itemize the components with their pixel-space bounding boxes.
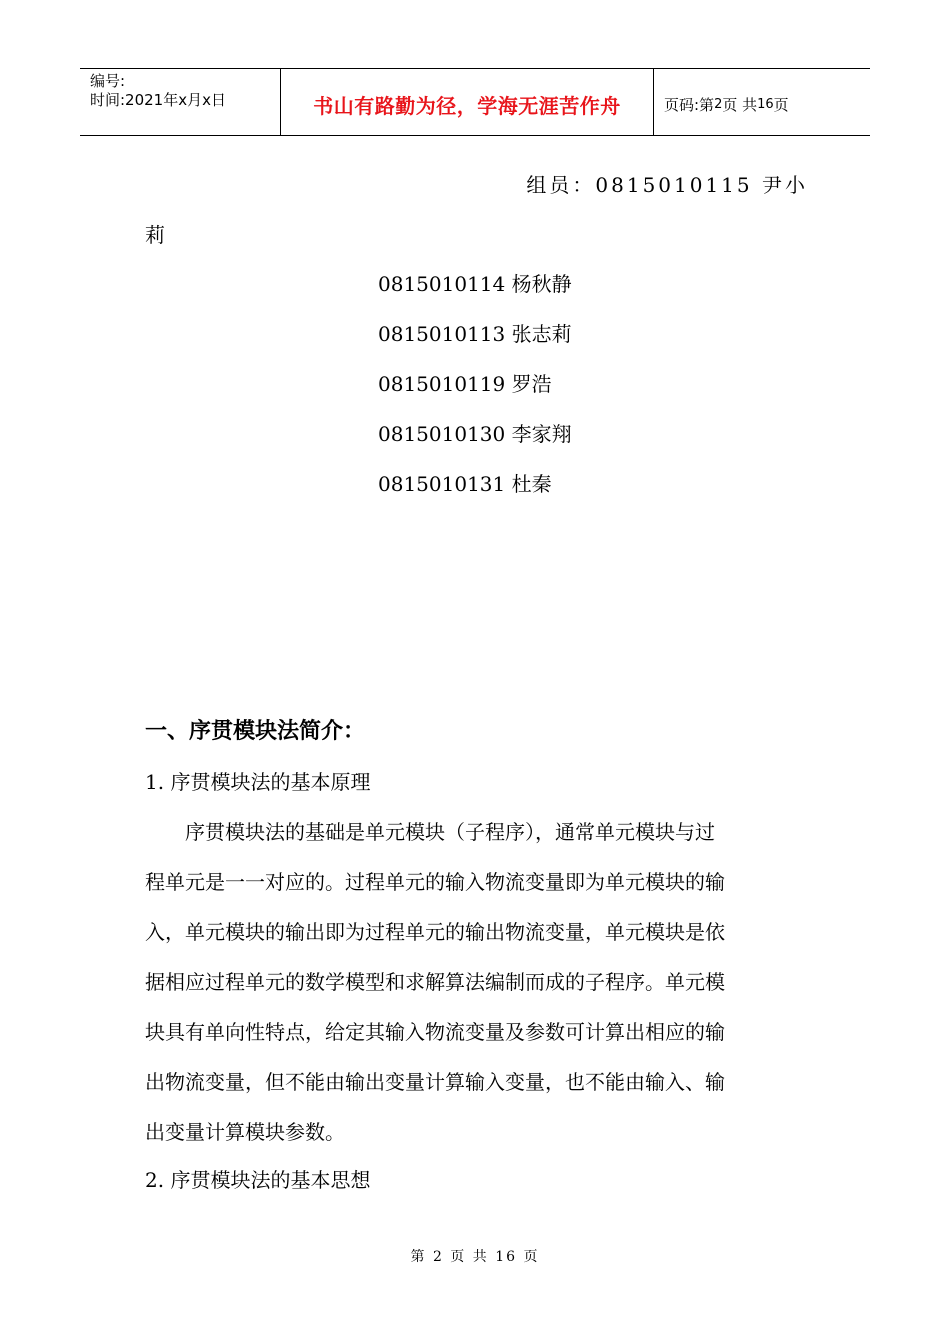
page-current: 2: [714, 96, 723, 112]
sub-heading-principle: 1. 序贯模块法的基本原理: [145, 770, 371, 794]
paragraph-line: 出变量计算模块参数。: [145, 1120, 345, 1144]
page-header: [80, 68, 870, 136]
paragraph-line: 块具有单向性特点，给定其输入物流变量及参数可计算出相应的输: [145, 1020, 725, 1044]
members-lead-wrap: 莉: [145, 223, 165, 247]
document-code-label: 编号:: [90, 72, 126, 90]
paragraph-line: 程单元是一一对应的。过程单元的输入物流变量即为单元模块的输: [145, 870, 725, 894]
sub-heading-idea: 2. 序贯模块法的基本思想: [145, 1168, 371, 1192]
member-item: 0815010113 张志莉: [378, 322, 572, 346]
member-item: 0815010130 李家翔: [378, 422, 572, 446]
paragraph-line: 序贯模块法的基础是单元模块（子程序），通常单元模块与过: [145, 820, 715, 844]
member-item: 0815010114 杨秋静: [378, 272, 572, 296]
header-meta-cell: [80, 69, 281, 135]
page-total: 16: [757, 96, 774, 112]
page-label-suffix: 页: [773, 95, 789, 114]
paragraph-line: 出物流变量，但不能由输出变量计算输入变量，也不能由输入、输: [145, 1070, 725, 1094]
header-motto: 书山有路勤为径，学海无涯苦作舟: [313, 93, 621, 118]
header-page-cell: [654, 71, 870, 137]
page-label-prefix: 页码:第: [664, 95, 715, 114]
member-item: 0815010131 杜秦: [378, 472, 552, 496]
document-date-label: 时间:2021年x月x日: [90, 91, 226, 109]
section-heading: 一、序贯模块法简介：: [145, 719, 366, 744]
paragraph-line: 据相应过程单元的数学模型和求解算法编制而成的子程序。单元模: [145, 970, 725, 994]
page-label-mid: 页 共: [722, 95, 758, 114]
header-motto-cell: [281, 69, 654, 135]
members-lead-line: 组员：0815010115 尹小: [526, 173, 808, 197]
paragraph-line: 入，单元模块的输出即为过程单元的输出物流变量，单元模块是依: [145, 920, 725, 944]
member-item: 0815010119 罗浩: [378, 372, 552, 396]
page-footer: 第 2 页 共 16 页: [410, 1249, 540, 1265]
